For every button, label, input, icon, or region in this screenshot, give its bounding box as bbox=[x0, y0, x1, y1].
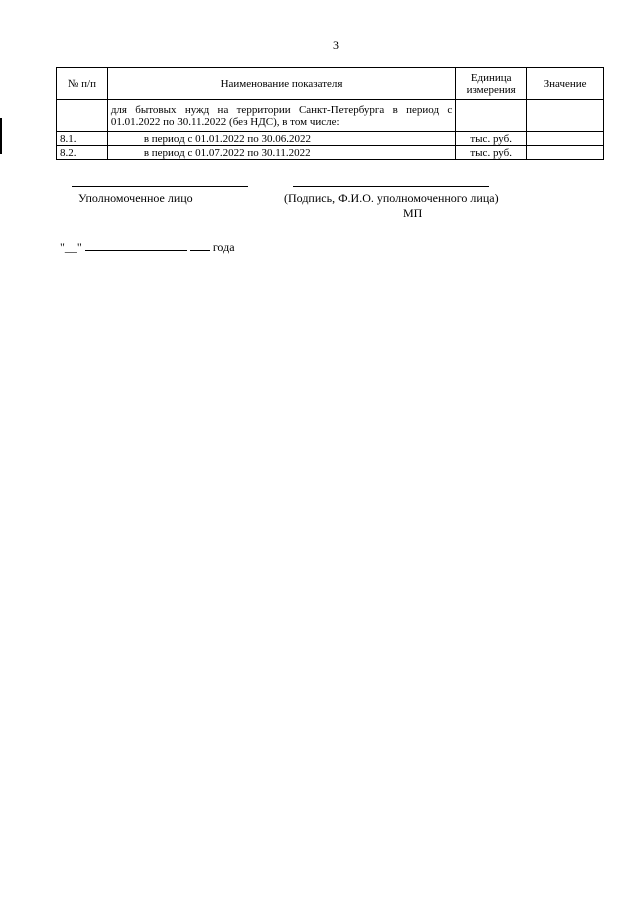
table-header-row bbox=[57, 68, 604, 100]
row-number: 8.2. bbox=[57, 146, 108, 160]
header-value: Значение bbox=[527, 68, 604, 100]
page-number: 3 bbox=[333, 38, 339, 52]
date-month-blank[interactable] bbox=[85, 240, 187, 251]
table-row bbox=[57, 146, 604, 160]
margin-mark bbox=[0, 118, 2, 154]
row-number bbox=[57, 100, 108, 132]
row-name: в период с 01.01.2022 по 30.06.2022 bbox=[107, 132, 455, 146]
authorized-person-line[interactable] bbox=[72, 186, 248, 187]
row-value[interactable] bbox=[527, 146, 604, 160]
row-value[interactable] bbox=[527, 132, 604, 146]
authorized-person-label: Уполномоченное лицо bbox=[78, 191, 193, 205]
row-unit: тыс. руб. bbox=[456, 132, 527, 146]
row-number: 8.1. bbox=[57, 132, 108, 146]
indicator-table bbox=[56, 67, 604, 160]
signature-caption: (Подпись, Ф.И.О. уполномоченного лица) bbox=[284, 191, 499, 205]
header-unit: Единица измерения bbox=[456, 68, 527, 100]
row-name: в период с 01.07.2022 по 30.11.2022 bbox=[107, 146, 455, 160]
row-unit: тыс. руб. bbox=[456, 146, 527, 160]
header-number: № п/п bbox=[57, 68, 108, 100]
stamp-label: МП bbox=[403, 206, 423, 220]
date-open-quote: " bbox=[60, 240, 65, 254]
table-row bbox=[57, 100, 604, 132]
date-suffix: года bbox=[212, 240, 235, 254]
date-year-blank[interactable] bbox=[190, 240, 210, 251]
row-value[interactable] bbox=[527, 100, 604, 132]
row-name: для бытовых нужд на территории Санкт-Петербурга в период с 01.01.2022 по 30.11.2022 (без НДС), в том числе: bbox=[107, 100, 455, 132]
signature-line[interactable] bbox=[293, 186, 489, 187]
date-close-quote: " bbox=[76, 240, 82, 254]
date-day-blank[interactable]: __ bbox=[64, 240, 77, 254]
date-line bbox=[60, 240, 235, 255]
header-name: Наименование показателя bbox=[107, 68, 455, 100]
row-unit bbox=[456, 100, 527, 132]
table-row bbox=[57, 132, 604, 146]
